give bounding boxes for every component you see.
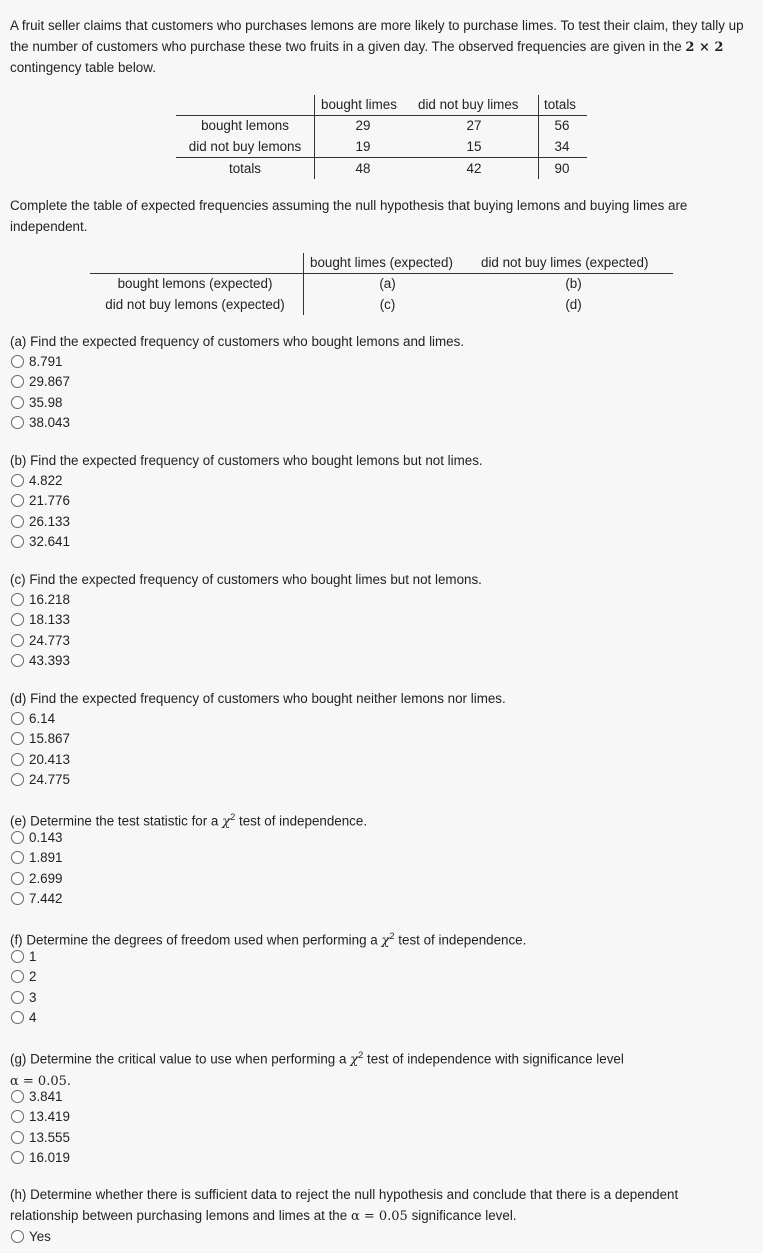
option-b-1[interactable]: 4.822 xyxy=(11,470,70,491)
option-g-1[interactable]: 3.841 xyxy=(11,1086,70,1107)
option-e-1[interactable]: 0.143 xyxy=(11,827,63,848)
instruction: Complete the table of expected frequencies assuming the null hypothesis that buying lemons and buying limes are independent. xyxy=(10,198,688,234)
exp-cell: (a) xyxy=(379,276,396,291)
radio-icon[interactable] xyxy=(11,1131,24,1144)
option-b-4[interactable]: 32.641 xyxy=(11,532,70,553)
options-b xyxy=(11,470,70,552)
obs-cell: 90 xyxy=(554,161,570,176)
exp-cell: (d) xyxy=(565,297,582,312)
option-a-2[interactable]: 29.867 xyxy=(11,372,70,393)
obs-cell: 48 xyxy=(355,161,371,176)
radio-icon[interactable] xyxy=(11,416,24,429)
intro-math: 2 × 2 xyxy=(685,39,724,55)
obs-cell: 15 xyxy=(466,139,482,154)
intro-text-end: contingency table below. xyxy=(10,60,156,76)
exp-row-label: bought lemons (expected) xyxy=(117,276,273,291)
option-b-2[interactable]: 21.776 xyxy=(11,491,70,512)
radio-icon[interactable] xyxy=(11,494,24,507)
radio-icon[interactable] xyxy=(11,654,24,667)
question-h: (h) Determine whether there is sufficient data to reject the null hypothesis and conclude that there is a dependent relationship between purchasing lemons and limes at the α = 0.05 significance level. xyxy=(10,1187,679,1224)
option-c-4[interactable]: 43.393 xyxy=(11,651,70,672)
radio-icon[interactable] xyxy=(11,851,24,864)
option-g-3[interactable]: 13.555 xyxy=(11,1127,70,1148)
option-a-3[interactable]: 35.98 xyxy=(11,392,70,413)
chi-symbol: χ xyxy=(350,1052,359,1068)
question-c: (c) Find the expected frequency of customers who bought limes but not lemons. xyxy=(10,572,482,587)
radio-icon[interactable] xyxy=(11,375,24,388)
radio-icon[interactable] xyxy=(11,593,24,606)
option-f-2[interactable]: 2 xyxy=(11,967,36,988)
table-rule xyxy=(303,253,304,315)
exp-cell: (c) xyxy=(379,297,396,312)
option-d-3[interactable]: 20.413 xyxy=(11,749,70,770)
option-c-1[interactable]: 16.218 xyxy=(11,589,70,610)
obs-row-label: bought lemons xyxy=(201,118,289,133)
table-rule xyxy=(90,273,673,274)
question-b: (b) Find the expected frequency of customers who bought lemons but not limes. xyxy=(10,453,483,468)
exp-col-header: bought limes (expected) xyxy=(310,255,453,270)
radio-icon[interactable] xyxy=(11,396,24,409)
radio-icon[interactable] xyxy=(11,970,24,983)
option-d-1[interactable]: 6.14 xyxy=(11,708,70,729)
radio-icon[interactable] xyxy=(11,1230,24,1243)
obs-col-header: totals xyxy=(544,97,577,112)
radio-icon[interactable] xyxy=(11,355,24,368)
obs-cell: 42 xyxy=(466,161,482,176)
chi-symbol: χ xyxy=(222,814,231,830)
options-h xyxy=(11,1226,51,1247)
intro-paragraph xyxy=(10,16,755,79)
chi-symbol: χ xyxy=(381,933,390,949)
options-f xyxy=(11,946,36,1028)
option-g-4[interactable]: 16.019 xyxy=(11,1148,70,1169)
options-e xyxy=(11,827,63,909)
radio-icon[interactable] xyxy=(11,613,24,626)
option-h-yes[interactable]: Yes xyxy=(11,1226,51,1247)
radio-icon[interactable] xyxy=(11,515,24,528)
option-a-1[interactable]: 8.791 xyxy=(11,351,70,372)
option-f-3[interactable]: 3 xyxy=(11,987,36,1008)
obs-col-header: bought limes xyxy=(321,97,397,112)
option-f-1[interactable]: 1 xyxy=(11,946,36,967)
option-c-2[interactable]: 18.133 xyxy=(11,610,70,631)
table-rule xyxy=(314,95,315,179)
obs-cell: 29 xyxy=(355,118,371,133)
radio-icon[interactable] xyxy=(11,634,24,647)
radio-icon[interactable] xyxy=(11,474,24,487)
option-d-2[interactable]: 15.867 xyxy=(11,729,70,750)
table-rule xyxy=(176,115,587,116)
radio-icon[interactable] xyxy=(11,1110,24,1123)
obs-cell: 19 xyxy=(355,139,371,154)
radio-icon[interactable] xyxy=(11,991,24,1004)
table-rule xyxy=(176,157,587,158)
alpha-level: α = 0.05 xyxy=(350,1208,408,1224)
option-g-2[interactable]: 13.419 xyxy=(11,1107,70,1128)
radio-icon[interactable] xyxy=(11,950,24,963)
question-d: (d) Find the expected frequency of customers who bought neither lemons nor limes. xyxy=(10,691,506,706)
question-f: (f) Determine the degrees of freedom used when performing a $\chi^2$ test of independence. xyxy=(10,931,527,949)
question-g: (g) Determine the critical value to use when performing a $\chi^2$ test of independence with significance level α = 0.05. xyxy=(10,1050,624,1089)
question-a: (a) Find the expected frequency of customers who bought lemons and limes. xyxy=(10,334,465,349)
option-c-3[interactable]: 24.773 xyxy=(11,630,70,651)
option-a-4[interactable]: 38.043 xyxy=(11,413,70,434)
obs-row-label: totals xyxy=(228,161,261,176)
question-e: (e) Determine the test statistic for a $\chi^2$ test of independence. xyxy=(10,812,368,830)
obs-cell: 34 xyxy=(554,139,570,154)
obs-col-header: did not buy limes xyxy=(418,97,519,112)
radio-icon[interactable] xyxy=(11,753,24,766)
radio-icon[interactable] xyxy=(11,773,24,786)
obs-cell: 27 xyxy=(466,118,482,133)
option-e-3[interactable]: 2.699 xyxy=(11,868,63,889)
options-c xyxy=(11,589,70,671)
exp-cell: (b) xyxy=(565,276,582,291)
radio-icon[interactable] xyxy=(11,712,24,725)
radio-icon[interactable] xyxy=(11,1151,24,1164)
option-f-4[interactable]: 4 xyxy=(11,1008,36,1029)
options-d xyxy=(11,708,70,790)
obs-cell: 56 xyxy=(554,118,570,133)
exp-row-label: did not buy lemons (expected) xyxy=(105,297,285,312)
radio-icon[interactable] xyxy=(11,831,24,844)
option-e-4[interactable]: 7.442 xyxy=(11,889,63,910)
options-a xyxy=(11,351,70,433)
radio-icon[interactable] xyxy=(11,1090,24,1103)
radio-icon[interactable] xyxy=(11,892,24,905)
table-rule xyxy=(538,95,539,179)
intro-text: A fruit seller claims that customers who purchases lemons are more likely to purchase limes. To test their claim, they tally up the number of customers who purchase these two fruits in a given day. The observed frequencies are given in the xyxy=(10,18,744,54)
obs-row-label: did not buy lemons xyxy=(188,139,302,154)
radio-icon[interactable] xyxy=(11,872,24,885)
option-d-4[interactable]: 24.775 xyxy=(11,770,70,791)
radio-icon[interactable] xyxy=(11,535,24,548)
radio-icon[interactable] xyxy=(11,732,24,745)
alpha-level: α = 0.05. xyxy=(10,1073,72,1089)
radio-icon[interactable] xyxy=(11,1011,24,1024)
option-b-3[interactable]: 26.133 xyxy=(11,511,70,532)
option-e-2[interactable]: 1.891 xyxy=(11,848,63,869)
exp-col-header: did not buy limes (expected) xyxy=(481,255,649,270)
options-g xyxy=(11,1086,70,1168)
